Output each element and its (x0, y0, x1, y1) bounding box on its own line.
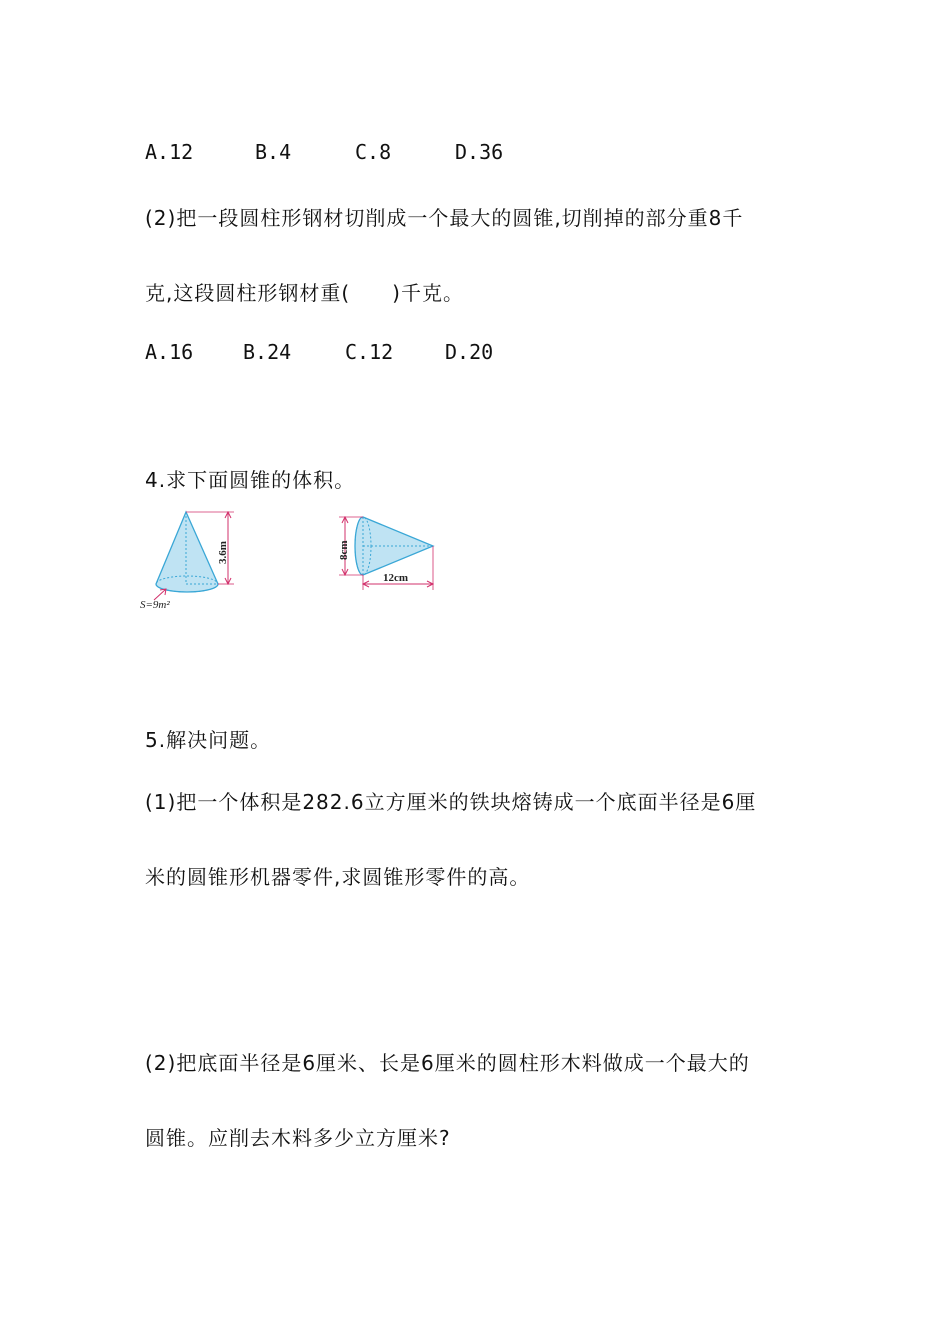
q5-p1-line1: (1)把一个体积是282.6立方厘米的铁块熔铸成一个底面半径是6厘 (145, 790, 757, 814)
cone1-body (156, 512, 218, 592)
cone1-height-label: 3.6m (217, 541, 229, 564)
option-c: C.8 (355, 140, 392, 164)
q5-p2-line1: (2)把底面半径是6厘米、长是6厘米的圆柱形木料做成一个最大的 (145, 1051, 750, 1075)
cone2-body (355, 517, 433, 575)
q5-title: 5.解决问题。 (145, 728, 272, 752)
q3-2-option-c: C.12 (345, 340, 394, 364)
q4-title: 4.求下面圆锥的体积。 (145, 468, 356, 492)
q3-2-line1: (2)把一段圆柱形钢材切削成一个最大的圆锥,切削掉的部分重8千 (145, 206, 744, 230)
q3-2-option-b: B.24 (243, 340, 292, 364)
cone2-diameter-label: 8cm (338, 540, 350, 560)
q5-p1-line2: 米的圆锥形机器零件,求圆锥形零件的高。 (145, 865, 531, 889)
q5-p2-line2: 圆锥。应削去木料多少立方厘米? (145, 1126, 451, 1150)
cone-upright-figure (138, 508, 248, 613)
option-b: B.4 (255, 140, 292, 164)
cone-lying-figure (333, 510, 443, 592)
q3-2-line2: 克,这段圆柱形钢材重( )千克。 (145, 281, 464, 305)
cone2-length-label: 12cm (383, 572, 409, 584)
option-d: D.36 (455, 140, 504, 164)
option-a: A.12 (145, 140, 194, 164)
cone1-base-label: S=9m² (140, 599, 170, 611)
q3-2-option-d: D.20 (445, 340, 494, 364)
q3-2-option-a: A.16 (145, 340, 194, 364)
